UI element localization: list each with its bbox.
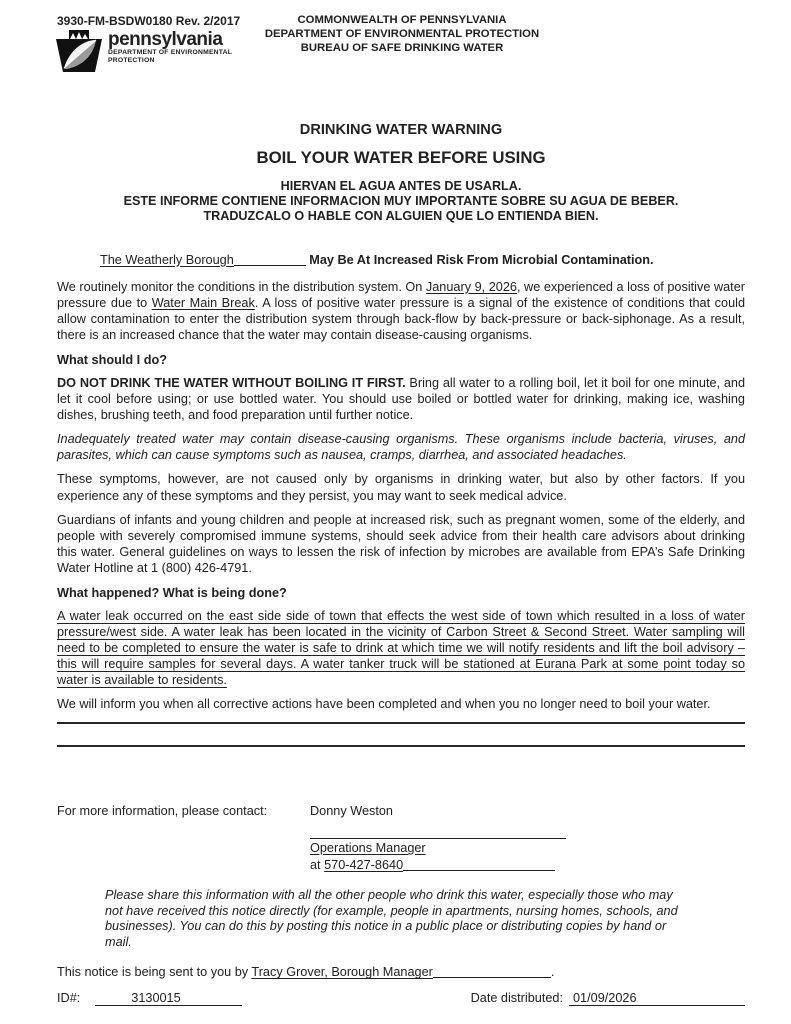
pa-dep-logo	[55, 27, 232, 75]
section-divider-top	[57, 722, 745, 724]
cause-field: Water Main Break	[151, 295, 255, 310]
sent-by-suffix: .	[550, 965, 555, 980]
sender-name-field: Tracy Grover, Borough Manager	[251, 965, 433, 980]
contact-signature-line	[310, 819, 566, 839]
organisms-text: Inadequately treated water may contain disease-causing organisms. These organisms include bacteria, viruses, and parasites, which can cause symptoms such as nausea, cramps, diarrhea, and associated headaches.	[57, 432, 745, 463]
title-drinking-water-warning: DRINKING WATER WARNING	[299, 122, 503, 138]
phone-blank	[403, 857, 555, 871]
contact-section	[57, 804, 745, 874]
logo-sub-line2: PROTECTION	[108, 57, 155, 64]
sent-by-line	[57, 964, 745, 979]
spanish-line-1: HIERVAN EL AGUA ANTES DE USARLA.	[280, 179, 522, 193]
risk-statement-line	[57, 252, 745, 267]
contact-phone-field: 570-427-8640	[324, 857, 404, 872]
contact-title-field: Operations Manager	[310, 841, 426, 856]
footer-row	[57, 991, 745, 1006]
contact-name-field: Donny Weston	[310, 803, 393, 818]
form-number: 3930-FM-BSDW0180 Rev. 2/2017	[57, 14, 241, 28]
keystone-leaf-icon	[55, 27, 103, 75]
what-should-i-do-heading: What should I do?	[57, 352, 167, 367]
water-system-name-field: The Weatherly Borough	[100, 252, 234, 267]
spanish-notice	[57, 179, 745, 225]
do-not-drink-warning: DO NOT DRINK THE WATER WITHOUT BOILING IT FIRST.	[57, 375, 406, 390]
monitor-text-1: We routinely monitor the conditions in the distribution system. On	[57, 279, 426, 294]
logo-brand: pennsylvania	[108, 29, 223, 50]
id-label: ID#:	[57, 991, 81, 1006]
id-value-field: 3130015	[95, 991, 242, 1006]
monitor-text-2: , we experienced a loss of positive water pressure due to	[57, 279, 745, 310]
contact-phone-line	[310, 857, 566, 874]
system-name-blank	[234, 252, 306, 266]
sender-blank	[433, 964, 551, 978]
agency-line-1: COMMONWEALTH OF PENNSYLVANIA	[297, 14, 507, 26]
risk-statement: May Be At Increased Risk From Microbial Contamination.	[309, 252, 654, 267]
what-happened-heading: What happened? What is being done?	[57, 586, 287, 601]
contact-block	[310, 804, 566, 874]
spanish-line-3: TRADUZCALO O HABLE CON ALGUIEN QUE LO ENTIENDA BIEN.	[203, 209, 599, 224]
document-header	[57, 0, 745, 112]
logo-wordmark	[108, 27, 232, 65]
logo-sub-line1: DEPARTMENT OF ENVIRONMENTAL	[108, 49, 233, 56]
phone-prefix: at	[310, 857, 325, 872]
boil-instructions-paragraph	[57, 375, 745, 423]
monitor-text-3: . A loss of positive water pressure is a signal of the existence of conditions that could allow contamination to enter the distribution system through back-flow by back-pressure or back-siphonage. As a result, there is an increased chance that the water may contain disease-causing organisms.	[57, 295, 745, 342]
agency-block	[232, 13, 572, 55]
contact-label: For more information, please contact:	[57, 803, 268, 818]
date-distributed-label: Date distributed:	[470, 991, 563, 1006]
agency-line-3: BUREAU OF SAFE DRINKING WATER	[300, 42, 504, 54]
agency-line-2: DEPARTMENT OF ENVIRONMENTAL PROTECTION	[264, 28, 540, 40]
section-divider-bottom	[57, 745, 745, 747]
organisms-paragraph	[57, 431, 745, 463]
share-notice-paragraph: Please share this information with all the other people who drink this water, especially those who may not have received this notice directly (for example, people in apartments, nursing homes, schools, and businesses). You can do this by posting this notice in a public place or distributing copies by hand or mail.	[105, 888, 678, 949]
boil-instructions-text: Bring all water to a rolling boil, let it boil for one minute, and let it cool before using; or use bottled water. You should use boiled or bottled water for drinking, making ice, washing dishes, brushing teeth, and food preparation until further notice.	[57, 375, 746, 423]
sent-by-prefix: This notice is being sent to you by	[57, 965, 252, 980]
symptoms-paragraph: These symptoms, however, are not caused only by organisms in drinking water, but also by other factors. If you experience any of these symptoms and they persist, you may want to seek medical advice.	[57, 472, 745, 503]
what-happened-details-field: A water leak occurred on the east side side of town that effects the west side of town which resulted in a loss of water pressure/west side. A water leak has been located in the vicinity of Carbon Street & Second Street. Water sampling will need to be completed to ensure the water is safe to drink at which time we will notify residents and lift the boil advisory – this will require samples for several days. A water tanker truck will be stationed at Eurana Park at some point today so water is available to residents.	[57, 609, 745, 688]
monitor-paragraph	[57, 279, 745, 343]
event-date-field: January 9, 2026	[425, 279, 517, 294]
date-distributed-field: 01/09/2026	[569, 991, 745, 1006]
inform-paragraph: We will inform you when all corrective actions have been completed and when you no longer need to boil your water.	[57, 697, 711, 712]
guardians-paragraph: Guardians of infants and young children and people at increased risk, such as pregnant women, some of the elderly, and people with severely compromised immune systems, should seek advice from their health care advisors about drinking this water. General guidelines on ways to lessen the risk of infection by microbes are available from EPA’s Safe Drinking Water Hotline at 1 (800) 426-4791.	[57, 512, 745, 575]
title-boil-water: BOIL YOUR WATER BEFORE USING	[256, 148, 546, 167]
spanish-line-2: ESTE INFORME CONTIENE INFORMACION MUY IMPORTANTE SOBRE SU AGUA DE BEBER.	[123, 194, 679, 209]
